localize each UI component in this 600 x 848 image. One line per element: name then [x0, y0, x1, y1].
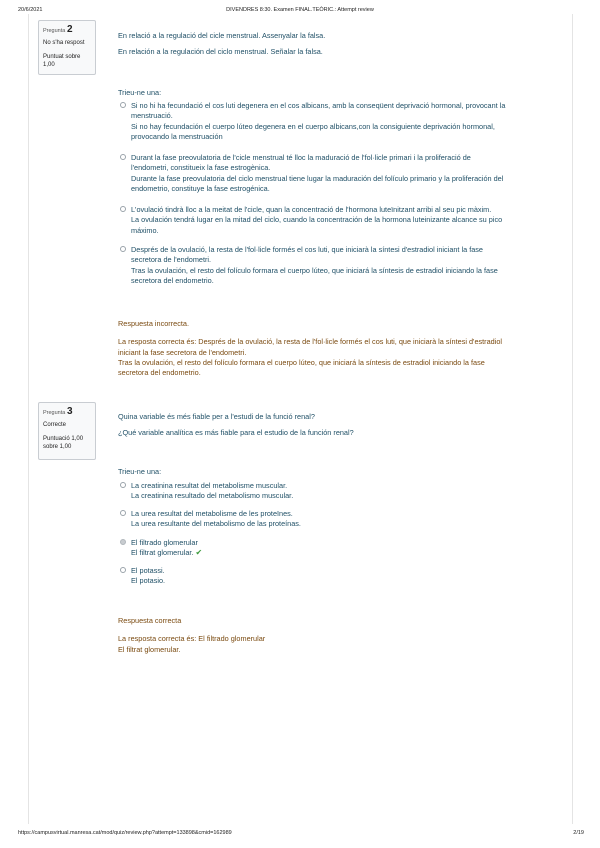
question-grade	[43, 435, 91, 451]
radio-button[interactable]	[120, 206, 126, 212]
option-text	[131, 538, 550, 559]
question-grade-line-1: Puntuat sobre	[43, 54, 81, 60]
question-2-option-1[interactable]	[120, 101, 550, 142]
question-grade-line-2: 1,00	[43, 62, 55, 68]
option-text	[131, 205, 550, 236]
radio-button[interactable]	[120, 567, 126, 573]
option-line: Durant la fase preovulatoria de l'cicle menstrual té lloc la maduració de l'fol·licle primari i la proliferació de	[131, 153, 471, 162]
feedback-line: Tras la ovulación, el resto del folículo formara el cuerpo lúteo, que iniciará la síntesis de estradiol iniciando la fase	[118, 357, 485, 367]
question-grade-line-1: Puntuació 1,00	[43, 436, 84, 442]
option-line: La creatinina resultado del metabolismo muscular.	[131, 491, 294, 501]
question-2-option-3[interactable]	[120, 205, 550, 236]
option-text	[131, 153, 550, 194]
option-line: La ovulación tendrá lugar en la mitad del ciclo, cuando la concentración de la hormona luteinizante alcance su pico	[131, 215, 503, 225]
question-3-feedback	[118, 616, 558, 655]
option-line: El potassi.	[131, 566, 165, 575]
option-line: l'endometri, constitueix la fase estrogènica.	[131, 163, 271, 173]
option-text	[131, 481, 550, 502]
content-right-border	[572, 14, 573, 824]
question-grade	[43, 53, 91, 69]
option-line: Si no hay fecundación el cuerpo lúteo degenera en el cuerpo albicans,con la consiguiente deprivación hormonal,	[131, 121, 495, 131]
option-line: La creatinina resultat del metabolisme muscular.	[131, 481, 288, 490]
feedback-line: iniciant la fase secretora de l'endometri.	[118, 347, 247, 357]
question-number: 3	[67, 406, 73, 417]
question-3-option-3[interactable]	[120, 538, 550, 559]
question-text-es: ¿Qué variable analítica es más fiable para el estudio de la función renal?	[118, 428, 354, 437]
question-2-option-2[interactable]	[120, 153, 550, 194]
question-3-prompt: Trieu-ne una:	[118, 467, 162, 476]
question-3-option-4[interactable]	[120, 566, 550, 587]
question-number-label: Pregunta	[43, 410, 66, 416]
radio-button[interactable]	[120, 482, 126, 488]
check-icon: ✔	[195, 548, 203, 558]
option-line: La urea resultat del metabolisme de les proteïnes.	[131, 509, 293, 518]
question-grade-line-2: sobre 1,00	[43, 444, 72, 450]
question-state: Correcte	[43, 422, 67, 428]
radio-button[interactable]	[120, 510, 126, 516]
question-text-es: En relación a la regulación del ciclo menstrual. Señalar la falsa.	[118, 47, 323, 56]
question-2-info	[38, 20, 96, 75]
page-header-date: 20/6/2021	[18, 7, 43, 13]
option-line: secretora de l'endometri.	[131, 255, 212, 265]
option-line: La urea resultante del metabolismo de las proteínas.	[131, 519, 301, 529]
page-footer-url[interactable]: https://campusvirtual.manresa.cat/mod/quiz/review.php?attempt=133898&cmid=162989	[18, 830, 232, 836]
question-number: 2	[67, 24, 73, 35]
radio-button[interactable]	[120, 246, 126, 252]
page-footer-number: 2/19	[573, 830, 584, 836]
option-line: provocando la menstruación	[131, 131, 223, 141]
page-header-title: DIVENDRES 8:30. Examen FINAL.TEÒRIC.: Attempt review	[226, 7, 374, 13]
option-text	[131, 509, 550, 530]
option-line: Durante la fase preovulatoria del ciclo menstrual tiene lugar la maduración del folículo primario y la proliferación del	[131, 173, 504, 183]
question-text-ca: En relació a la regulació del cicle menstrual. Assenyalar la falsa.	[118, 31, 326, 40]
question-2-option-4[interactable]	[120, 245, 550, 286]
radio-button[interactable]	[120, 154, 126, 160]
option-text	[131, 101, 550, 142]
feedback-line: La resposta correcta és: El filtrado glomerular	[118, 634, 266, 644]
option-line: L'ovulació tindrà lloc a la meitat de l'cicle, quan la concentració de l'hormona luteïnitzant arribi al seu pic màxim.	[131, 205, 492, 214]
question-3-text	[118, 412, 558, 444]
radio-button[interactable]	[120, 102, 126, 108]
content-left-border	[28, 14, 29, 824]
question-2-feedback	[118, 319, 558, 378]
question-3-option-2[interactable]	[120, 509, 550, 530]
question-number-label: Pregunta	[43, 28, 66, 34]
question-2-prompt: Trieu-ne una:	[118, 88, 162, 97]
option-line	[131, 548, 550, 558]
feedback-title: Respuesta correcta	[118, 616, 182, 625]
question-3-option-1[interactable]	[120, 481, 550, 502]
option-line: máximo.	[131, 225, 159, 235]
feedback-line: La resposta correcta és: Després de la ovulació, la resta de l'fol·licle formés el cos luti, que iniciarà la síntesi d'estradiol	[118, 337, 503, 347]
question-state: No s'ha respost	[43, 40, 85, 46]
option-line: endometrio, constituye la fase estrogénica.	[131, 183, 270, 193]
radio-button-selected[interactable]	[120, 539, 126, 545]
feedback-line: secretora del endometrio.	[118, 368, 201, 378]
option-line: Després de la ovulació, la resta de l'fol·licle formés el cos luti, que iniciarà la síntesi d'estradiol iniciant la fase	[131, 245, 483, 254]
option-line: secretora del endometrio.	[131, 275, 214, 285]
option-line: El filtrado glomerular	[131, 538, 198, 547]
option-line: Si no hi ha fecundació el cos luti degenera en el cos albicans, amb la conseqüent deprivació hormonal, provocant la	[131, 101, 506, 110]
option-line: menstruació.	[131, 111, 173, 121]
question-3-info	[38, 402, 96, 460]
option-line-text: El filtrat glomerular.	[131, 548, 194, 558]
feedback-title: Respuesta incorrecta.	[118, 319, 189, 328]
option-line: Tras la ovulación, el resto del folículo formara el cuerpo lúteo, que iniciará la síntesis de estradiol iniciando la fase	[131, 265, 498, 275]
question-2-text	[118, 31, 558, 63]
option-text	[131, 566, 550, 587]
option-line: El potasio.	[131, 576, 166, 586]
question-text-ca: Quina variable és més fiable per a l'estudi de la funció renal?	[118, 412, 315, 421]
feedback-line: El filtrat glomerular.	[118, 644, 181, 654]
option-text	[131, 245, 550, 286]
